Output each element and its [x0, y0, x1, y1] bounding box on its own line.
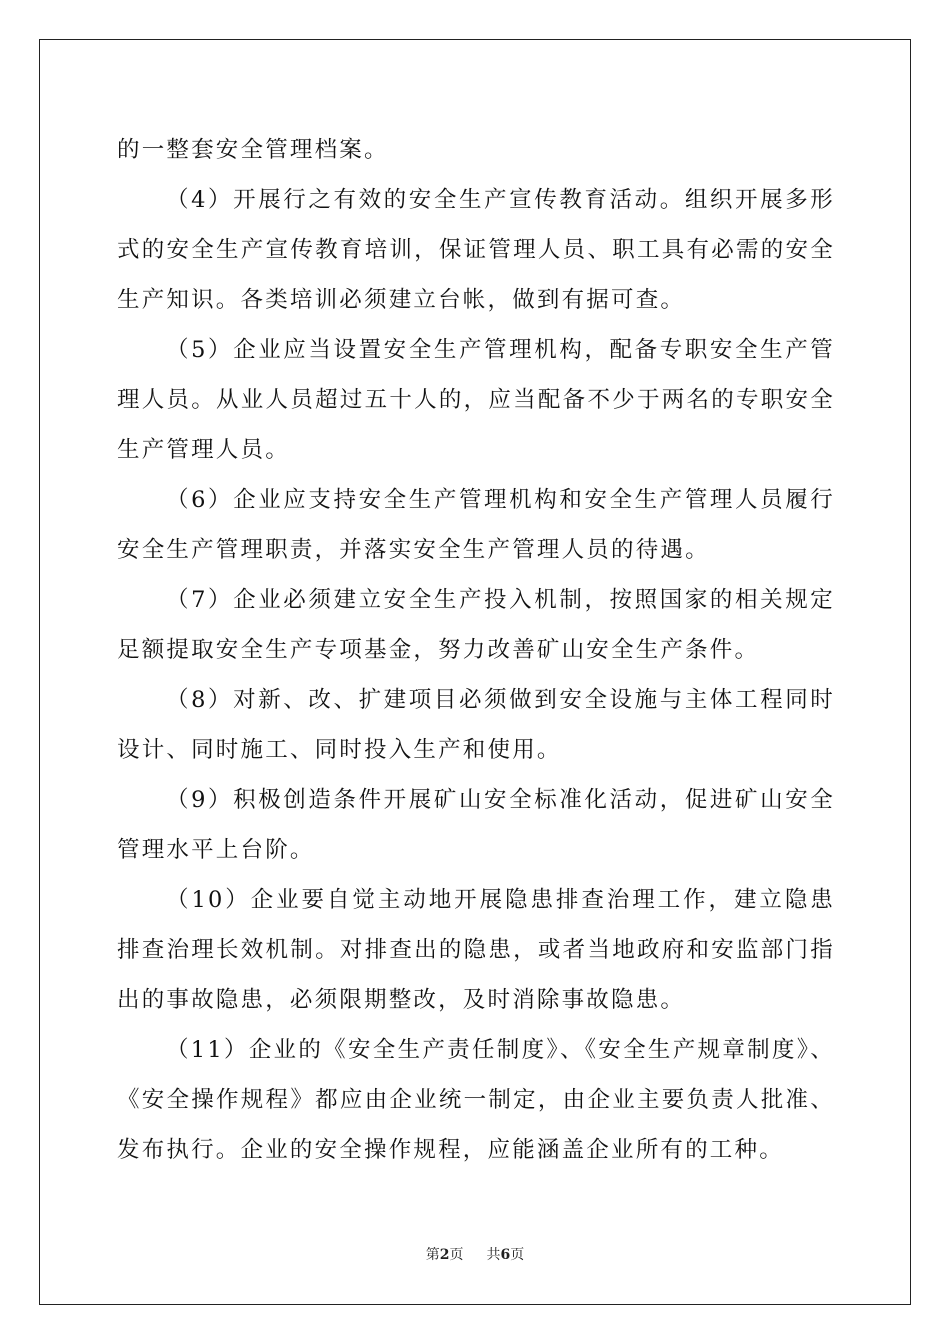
paragraph-item-9: （9）积极创造条件开展矿山安全标准化活动，促进矿山安全管理水平上台阶。: [117, 787, 835, 863]
page-label: [426, 1247, 468, 1263]
total-pages-label: [486, 1247, 524, 1263]
total-suffix: 页: [510, 1247, 525, 1263]
paragraph-item-7: （7）企业必须建立安全生产投入机制，按照国家的相关规定足额提取安全生产专项基金，努力改善矿山安全生产条件。: [117, 587, 835, 663]
paragraph-item-10: （10）企业要自觉主动地开展隐患排查治理工作，建立隐患排查治理长效机制。对排查出的隐患，或者当地政府和安监部门指出的事故隐患，必须限期整改，及时消除事故隐患。: [117, 887, 835, 1013]
total-page-number: 6: [500, 1247, 511, 1263]
page-suffix: 页: [449, 1247, 464, 1263]
paragraph-item-11: （11）企业的《安全生产责任制度》、《安全生产规章制度》、《安全操作规程》都应由企业统一制定，由企业主要负责人批准、发布执行。企业的安全操作规程，应能涵盖企业所有的工种。: [117, 1037, 835, 1163]
page-prefix: 第: [425, 1247, 440, 1263]
paragraph-item-6: （6）企业应支持安全生产管理机构和安全生产管理人员履行安全生产管理职责，并落实安全生产管理人员的待遇。: [117, 487, 835, 563]
total-prefix: 共: [486, 1247, 501, 1263]
paragraph-item-8: （8）对新、改、扩建项目必须做到安全设施与主体工程同时设计、同时施工、同时投入生产和使用。: [117, 687, 835, 763]
paragraph-item-4: （4）开展行之有效的安全生产宣传教育活动。组织开展多形式的安全生产宣传教育培训，保证管理人员、职工具有必需的安全生产知识。各类培训必须建立台帐，做到有据可查。: [117, 187, 835, 313]
page-footer: [0, 1246, 950, 1264]
paragraph-continuation: 的一整套安全管理档案。: [117, 137, 389, 163]
paragraph-item-5: （5）企业应当设置安全生产管理机构，配备专职安全生产管理人员。从业人员超过五十人的，应当配备不少于两名的专职安全生产管理人员。: [117, 337, 835, 463]
current-page-number: 2: [439, 1247, 450, 1263]
document-body: [117, 125, 835, 1175]
